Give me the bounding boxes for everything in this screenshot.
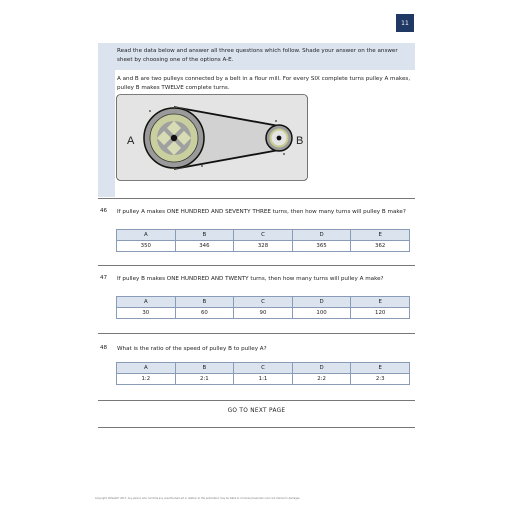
answer-table <box>116 362 410 385</box>
option-value[interactable]: 60 <box>175 308 234 319</box>
option-header: A <box>117 297 176 308</box>
question-text: What is the ratio of the speed of pulley B to pulley A? <box>117 346 267 352</box>
option-value[interactable]: 2:2 <box>292 374 351 385</box>
answer-table <box>116 229 410 252</box>
pulley-diagram <box>116 94 308 181</box>
divider <box>98 333 415 334</box>
option-value[interactable]: 2:1 <box>175 374 234 385</box>
option-value[interactable]: 90 <box>234 308 293 319</box>
option-header: B <box>175 230 234 241</box>
option-value[interactable]: 350 <box>117 241 176 252</box>
option-header: D <box>292 297 351 308</box>
divider <box>98 427 415 428</box>
option-value[interactable]: 362 <box>351 241 410 252</box>
pulley-b-label: B <box>296 135 304 147</box>
pulley-a-axle <box>171 135 177 141</box>
option-header: E <box>351 230 410 241</box>
question-number: 46 <box>100 208 108 214</box>
option-value[interactable]: 346 <box>175 241 234 252</box>
divider <box>98 198 415 199</box>
go-to-next-page: GO TO NEXT PAGE <box>227 408 286 414</box>
page-number-badge: 11 <box>396 14 414 32</box>
option-header: B <box>175 363 234 374</box>
option-header: D <box>292 363 351 374</box>
option-header: C <box>234 297 293 308</box>
option-header: D <box>292 230 351 241</box>
option-value[interactable]: 2:3 <box>351 374 410 385</box>
question-number: 47 <box>100 275 108 281</box>
option-header: E <box>351 297 410 308</box>
divider <box>98 400 415 401</box>
instructions-text: Read the data below and answer all three questions which follow. Shade your answer on the answer sheet by choosing one of the options A-E. <box>117 48 398 63</box>
option-value[interactable]: 1:1 <box>234 374 293 385</box>
option-header: C <box>234 363 293 374</box>
question-text: If pulley A makes ONE HUNDRED AND SEVENTY THREE turns, then how many turns will pulley B make? <box>117 209 406 215</box>
option-header: A <box>117 363 176 374</box>
option-value[interactable]: 328 <box>234 241 293 252</box>
question-text: If pulley B makes ONE HUNDRED AND TWENTY turns, then how many turns will pulley A make? <box>117 276 384 282</box>
pulley-a-label: A <box>127 135 135 147</box>
option-value[interactable]: 30 <box>117 308 176 319</box>
option-value[interactable]: 365 <box>292 241 351 252</box>
divider <box>98 265 415 266</box>
option-header: A <box>117 230 176 241</box>
pulley-b-axle <box>277 136 282 141</box>
option-header: C <box>234 230 293 241</box>
option-value[interactable]: 1:2 <box>117 374 176 385</box>
answer-table <box>116 296 410 319</box>
question-stem: A and B are two pulleys connected by a belt in a flour mill. For every SIX complete turns pulley A makes, pulley B makes TWELVE complete turns. <box>117 76 411 91</box>
copyright-notice: Copyright 11PlusDIY 2017. Any person who commits any unauthorised act in relation to this publication may be liable to criminal prosecution and civil claims for damages. <box>95 497 301 500</box>
question-number: 48 <box>100 345 108 351</box>
option-header: E <box>351 363 410 374</box>
option-header: B <box>175 297 234 308</box>
margin-shade <box>98 70 115 197</box>
option-value[interactable]: 120 <box>351 308 410 319</box>
option-value[interactable]: 100 <box>292 308 351 319</box>
